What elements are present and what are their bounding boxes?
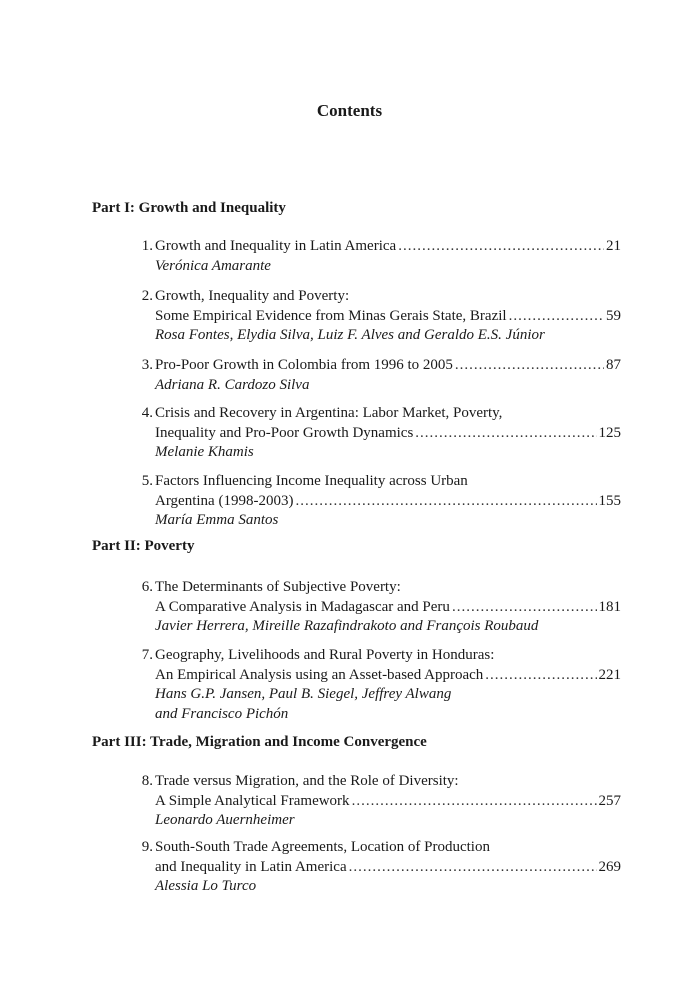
entry-title: Growth and Inequality in Latin America [155, 238, 397, 254]
entry-author: Javier Herrera, Mireille Razafindrakoto and François Roubaud [155, 618, 539, 634]
entry-title: Growth, Inequality and Poverty: [155, 288, 350, 304]
toc-entry-2[interactable] [133, 287, 621, 346]
toc-entry-3[interactable] [133, 356, 621, 395]
entry-number: 9. [141, 839, 153, 855]
part-heading-3: Part III: Trade, Migration and Income Convergence [92, 734, 427, 750]
entry-title-line [155, 356, 621, 376]
entry-title: Pro-Poor Growth in Colombia from 1996 to 2005 [155, 357, 453, 373]
entry-number: 6. [141, 579, 153, 595]
page-number: 125 [598, 424, 621, 441]
toc-entry-9[interactable] [133, 838, 621, 897]
entry-title-line [155, 424, 621, 444]
entry-author: Adriana R. Cardozo Silva [155, 376, 310, 393]
entry-author: María Emma Santos [155, 512, 279, 528]
entry-author: and Francisco Pichón [155, 705, 289, 722]
entry-title-line [155, 598, 621, 618]
entry-author: Hans G.P. Jansen, Paul B. Siegel, Jeffrey Alwang [155, 686, 452, 702]
page-number: 21 [606, 238, 621, 254]
entry-author: Leonardo Auernheimer [155, 812, 295, 828]
dot-leader [485, 666, 596, 686]
page-number: 59 [606, 307, 621, 324]
dot-leader [352, 792, 597, 812]
entry-title: Some Empirical Evidence from Minas Gerais State, Brazil [155, 307, 507, 324]
entry-author: Verónica Amarante [155, 257, 271, 274]
entry-title-line [155, 237, 621, 257]
entry-title: Inequality and Pro-Poor Growth Dynamics [155, 424, 414, 441]
toc-entry-7[interactable] [133, 646, 621, 724]
page-title: Contents [316, 101, 383, 120]
page-number: 87 [606, 357, 621, 373]
entry-title-line [155, 858, 621, 878]
entry-title: Argentina (1998-2003) [155, 492, 294, 509]
entry-title: An Empirical Analysis using an Asset-based Approach [155, 666, 484, 683]
entry-title-line [155, 307, 621, 327]
dot-leader [455, 356, 604, 376]
dot-leader [452, 598, 597, 618]
entry-title: South-South Trade Agreements, Location of Production [155, 839, 490, 855]
entry-title: The Determinants of Subjective Poverty: [155, 579, 401, 595]
entry-title: Factors Influencing Income Inequality across Urban [155, 473, 468, 489]
entry-title: A Comparative Analysis in Madagascar and Peru [155, 598, 450, 615]
toc-entry-6[interactable] [133, 578, 621, 637]
page-number: 181 [598, 598, 621, 615]
entry-number: 3. [141, 357, 153, 373]
part-heading-2: Part II: Poverty [92, 538, 195, 554]
entry-title-line [155, 792, 621, 812]
page-number: 269 [598, 858, 621, 875]
entry-author: Alessia Lo Turco [155, 878, 257, 894]
page-number: 221 [598, 666, 621, 683]
page-number: 155 [598, 492, 621, 509]
entry-number: 5. [141, 473, 153, 489]
entry-title-line [155, 666, 621, 686]
dot-leader [349, 858, 597, 878]
entry-title: Crisis and Recovery in Argentina: Labor Market, Poverty, [155, 405, 503, 421]
dot-leader [415, 424, 596, 444]
entry-number: 4. [141, 405, 153, 421]
entry-title-line [155, 492, 621, 512]
entry-title: and Inequality in Latin America [155, 858, 347, 875]
entry-title: Trade versus Migration, and the Role of Diversity: [155, 773, 459, 789]
dot-leader [295, 492, 596, 512]
toc-entry-4[interactable] [133, 404, 621, 463]
toc-entry-1[interactable] [133, 237, 621, 276]
entry-number: 8. [141, 773, 153, 789]
dot-leader [398, 237, 604, 257]
page-number: 257 [598, 792, 621, 809]
dot-leader [509, 307, 604, 327]
toc-entry-5[interactable] [133, 472, 621, 531]
entry-number: 7. [141, 647, 153, 663]
entry-title: A Simple Analytical Framework [155, 792, 350, 809]
entry-number: 1. [141, 238, 153, 254]
entry-number: 2. [141, 288, 153, 304]
entry-author: Melanie Khamis [155, 444, 254, 460]
entry-title: Geography, Livelihoods and Rural Poverty in Honduras: [155, 647, 495, 663]
part-heading-1: Part I: Growth and Inequality [92, 200, 286, 216]
toc-entry-8[interactable] [133, 772, 621, 831]
entry-author: Rosa Fontes, Elydia Silva, Luiz F. Alves and Geraldo E.S. Júnior [155, 327, 545, 343]
